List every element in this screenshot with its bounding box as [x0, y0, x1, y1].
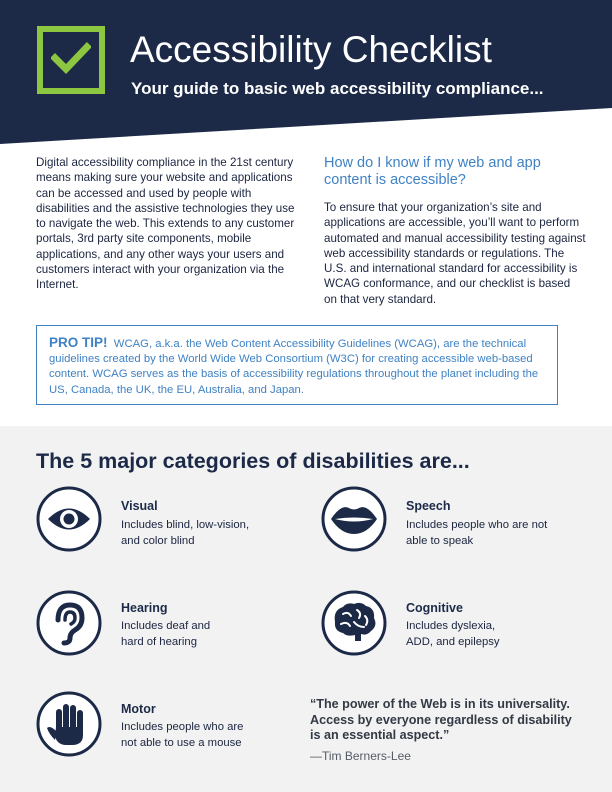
category-desc-speech: Includes people who are not able to speak: [406, 519, 548, 547]
page-subtitle: Your guide to basic web accessibility compliance...: [131, 79, 544, 98]
categories-heading: The 5 major categories of disabilities are...: [36, 449, 470, 473]
category-name-speech: Speech: [406, 499, 451, 513]
category-name-motor: Motor: [121, 702, 156, 716]
lips-icon: [321, 486, 387, 552]
pro-tip-label: PRO TIP!: [49, 335, 108, 350]
checkmark-icon: [51, 42, 91, 74]
category-desc-hearing: Includes deaf and hard of hearing: [121, 620, 211, 648]
hand-icon: [36, 691, 102, 757]
pro-tip-text: WCAG, a.k.a. the Web Content Accessibility Guidelines (WCAG), are the technical guidelines created by the World Wide Web Consortium (W3C) for creating accessible web-based content. WCAG serves as the basis of accessibility regulations throughout the planet including the US, Canada, the UK, the EU, Australia, and Japan.: [49, 338, 539, 396]
checkmark-logo: [37, 26, 105, 94]
intro-paragraph: Digital accessibility compliance in the 21st century means making sure your website and applications can be accessed and used by people with disabilities and the assistive technologies they use to navigate the web. This extends to any customer portals, 3rd party site components, mobile applications, and any other ways your users and customers interact with your organization via the Internet.: [36, 156, 295, 292]
ear-icon: [36, 590, 102, 656]
page-title: Accessibility Checklist: [130, 29, 492, 70]
faq-answer: To ensure that your organization’s site and applications are accessible, you’ll want to perform automated and manual accessibility testing against web accessibility standards or regulations. The U.S. and international standard for accessibility is WCAG conformance, and our checklist is based on that very standard.: [324, 201, 586, 306]
quote-text: “The power of the Web is in its universality. Access by everyone regardless of disability is an essential aspect.”: [310, 697, 572, 742]
category-desc-cognitive: Includes dyslexia, ADD, and epilepsy: [406, 620, 500, 648]
brain-icon: [321, 590, 387, 656]
eye-icon: [36, 486, 102, 552]
category-desc-visual: Includes blind, low-vision, and color blind: [121, 519, 250, 547]
faq-question: How do I know if my web and app content is accessible?: [324, 155, 541, 188]
pro-tip-box: [36, 325, 558, 405]
category-name-hearing: Hearing: [121, 601, 168, 615]
quote-author: —Tim Berners-Lee: [310, 749, 411, 763]
category-name-visual: Visual: [121, 499, 158, 513]
category-desc-motor: Includes people who are not able to use a mouse: [121, 721, 244, 749]
category-name-cognitive: Cognitive: [406, 601, 463, 615]
